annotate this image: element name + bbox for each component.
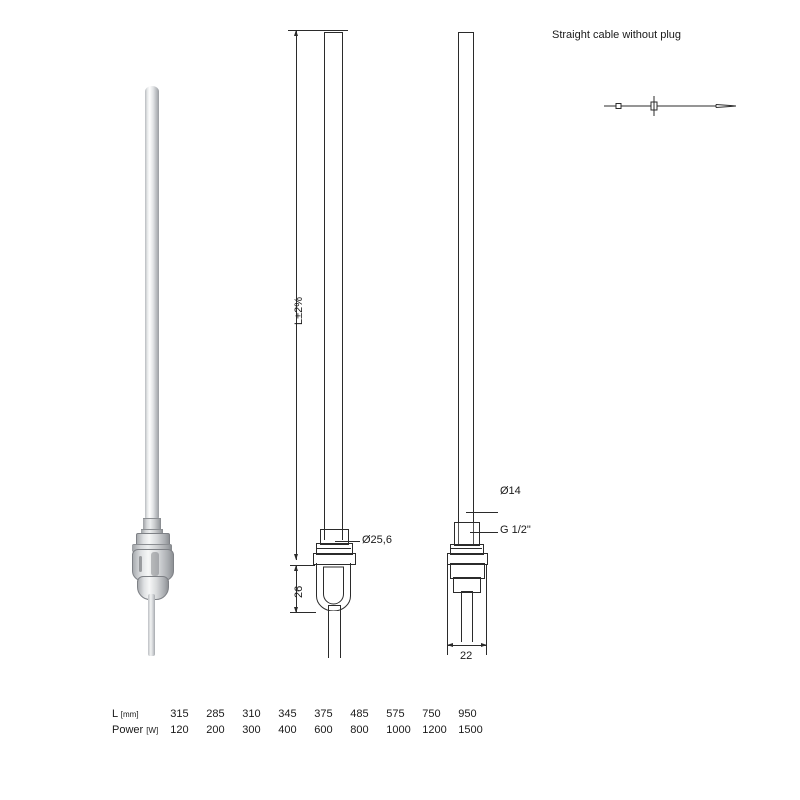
leader-tube-diameter: [335, 541, 360, 542]
leader-thread: [470, 532, 498, 533]
housing-cup-outline: [316, 563, 351, 611]
cell-p-4: 400: [278, 724, 297, 736]
dim-line-length: [296, 30, 297, 560]
flange-divider: [450, 548, 482, 549]
rod2-right-edge: [473, 32, 474, 522]
cell-p-3: 300: [242, 724, 261, 736]
cell-l-1: 315: [170, 708, 189, 720]
cell-l-8: 750: [422, 708, 441, 720]
cell-l-5: 375: [314, 708, 333, 720]
collar-height-label: 26: [293, 585, 305, 598]
dim-ext-collar-bottom: [290, 612, 316, 613]
table-row: [112, 706, 494, 722]
length-dimension-label: L±2%: [293, 296, 305, 325]
table-row: [112, 722, 494, 738]
row-label-cell: [112, 706, 170, 722]
dim-arrow-bottom: [294, 554, 298, 560]
thread-inner-right: [473, 523, 474, 544]
cell-l-9: 950: [458, 708, 477, 720]
rod-diameter-label: Ø14: [500, 485, 521, 497]
cable-note-label: Straight cable without plug: [552, 29, 682, 41]
base-width-label: 22: [460, 650, 473, 662]
rod2-top-edge: [458, 32, 474, 33]
cell-l-3: 310: [242, 708, 261, 720]
rod-right-edge: [342, 32, 343, 540]
thread-inner-left: [458, 523, 459, 544]
leader-rod-diameter: [466, 512, 498, 513]
dim-ext-left-22: [447, 565, 448, 655]
collar-flange-divider: [316, 548, 351, 549]
row-unit: [mm]: [120, 710, 139, 719]
cell-p-1: 120: [170, 724, 189, 736]
dim-ext-collar-top: [290, 565, 315, 566]
cell-p-7: 1000: [386, 724, 411, 736]
heating-rod: [145, 92, 159, 520]
cable-stub-2: [461, 591, 473, 642]
dim-ext-right-22: [486, 565, 487, 655]
cell-p-6: 800: [350, 724, 369, 736]
cell-l-2: 285: [206, 708, 225, 720]
product-render-view: [120, 86, 200, 656]
power-cable: [148, 594, 155, 656]
dim-arrow-22-right: [481, 643, 487, 647]
front-line-view: [280, 20, 400, 660]
thread-label: G 1/2": [500, 524, 531, 536]
row-label: Power: [112, 724, 144, 736]
rod2-left-edge: [458, 32, 459, 522]
straight-cable-illustration: [604, 96, 736, 116]
cell-l-6: 485: [350, 708, 369, 720]
dim-arrow-top: [294, 30, 298, 36]
cell-p-5: 600: [314, 724, 333, 736]
housing-shadow: [151, 552, 159, 576]
cell-l-4: 345: [278, 708, 297, 720]
cell-p-2: 200: [206, 724, 225, 736]
housing-slot: [139, 556, 142, 572]
row-label: L: [112, 708, 118, 720]
cable-stub: [328, 605, 341, 658]
cell-l-7: 575: [386, 708, 405, 720]
rod-top-edge: [324, 32, 343, 33]
cell-p-9: 1500: [458, 724, 483, 736]
row-label-cell: [112, 722, 170, 738]
spec-table: [112, 706, 494, 738]
rod-left-edge: [324, 32, 325, 540]
section-line-view: [440, 20, 570, 680]
cell-p-8: 1200: [422, 724, 447, 736]
dim-arrow-22-left: [447, 643, 453, 647]
tube-diameter-label: Ø25,6: [362, 534, 392, 546]
row-unit: [W]: [146, 726, 159, 735]
